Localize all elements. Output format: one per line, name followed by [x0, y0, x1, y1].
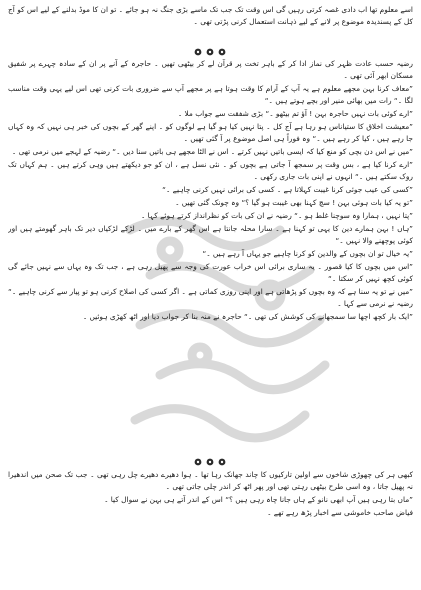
paragraph: اسے معلوم تھا اب دادی غصہ کرتی رہیں گی اس وقت تک جب تک ماسے بڑی جنگ نہ ہو جائے ۔ تو ان کا موڈ بدلنے کے لیے اس کو آج کل کے پسندیدہ موضوع پر لانے کے لیے ذہانت استعمال کرنی پڑتی تھی ۔ [8, 5, 413, 26]
section-divider [170, 47, 250, 57]
paragraph: ”معاف کرنا بہن مجھے معلوم ہے یہ آپ کے آرام کا وقت ہوتا ہے پر مجھے آپ سے ضروری بات کرنی تھی اس لیے یہی وقت مناسب لگا ۔“ رات میں بھائی منیر اور بچے ہوتے ہیں ۔“ [8, 84, 413, 105]
paragraph: ”ماں بتا رہی ہیں آپ ابھی نانو کے ہاں جانا چاہ رہی ہیں ؟“ اس کے اندر آتے ہی بہن نے سوال کیا ۔ [104, 495, 413, 504]
paragraph: ”ارے کرنا کیا ہے ، بس وقت پر سمجھ آ جاتی ہے بچوں کو ۔ نئی نسل ہے ، ان کو جو دیکھتے ہیں وہی کرتے ہیں ۔ ہم کہاں تک روک سکتے ہیں ۔“ انہوں نے اپنی بات جاری رکھی ۔ [8, 160, 413, 181]
paragraph: ”میں نے تو یہ سنا ہے کہ وہ بچوں کو پڑھاتی ہے اور اپنی روزی کماتی ہے ۔ اگر کسی کی اصلاح کرنی ہو تو پیار سے کرنی چاہیے ۔“ رضیہ نے نرمی سے کہا ۔ [8, 287, 413, 308]
paragraph: ”میں نے اس دن بچی کو منع کیا کہ ایسی باتیں نہیں کرتے ۔ اس نے الٹا مجھے ہی باتیں سنا دیں ۔“ رضیہ کے لہجے میں نرمی تھی ۔ [11, 147, 413, 156]
paragraph: ”یہ خیال تو ان بچوں کے والدین کو کرنا چاہیے جو یہاں آ رہے ہیں ۔“ [202, 249, 413, 258]
text-section-middle [8, 58, 413, 443]
text-section-top [8, 4, 413, 48]
paragraph: ”کسی کی عیب جوئی کرنا غیبت کہلاتا ہے ۔ کسی کی برائی نہیں کرنی چاہیے ۔“ [162, 185, 413, 194]
floral-ornament-icon [170, 457, 250, 467]
paragraph: ”معیشت اخلاق کا ستیاناس ہو رہا ہے آج کل ۔ پتا نہیں کیا ہو گیا ہے لوگوں کو ۔ اپنے گھر کے بچوں کی خبر ہی نہیں کہ وہ کہاں جا رہے ہیں ، کیا کر رہے ہیں ۔“ وہ فوراً ہی اصل موضوع پر آ گئی تھیں ۔ [8, 122, 413, 143]
paragraph: ”ہاں ! بہن ہمارے دین کا یہی تو کہنا ہے ۔ سارا محلہ جانتا ہے اس گھر کے بارے میں ۔ لڑکے لڑکیاں دیر تک باہر گھومتے ہیں اور کوئی پوچھنے والا نہیں ۔“ [8, 224, 413, 245]
paragraph: رضیہ حسب عادت ظہر کی نماز ادا کر کے باہر تخت پر قرآن لے کر بیٹھی تھیں ۔ حاجرہ کے آنے پر ان کے سادہ چہرے پر شفیق مسکان ابھر آئی تھی ۔ [8, 59, 413, 80]
paragraph: ”تو یہ کیا بات ہوئی بہن ! سچ کہنا بھی غیبت ہو گیا ؟“ وہ چونک گئی تھیں ۔ [175, 198, 413, 207]
paragraph: ”ارے کوئی بات نہیں حاجرہ بہن ! آؤ تم بیٹھو ۔“ بڑی شفقت سے جواب ملا ۔ [177, 109, 413, 118]
text-section-bottom [8, 469, 413, 587]
paragraph: کبھی ہر کی چھوڑی شاخوں سے اولین تارکیوں کا چاند جھانک رہا تھا ۔ ہوا دھیرے دھیرے چل رہی تھی ۔ جب تک صحن میں اندھیرا نہ پھیل جاتا ، وہ اسی طرح بیٹھی رہتی تھی اور پھر اٹھ کر اندر چلی جاتی تھی ۔ [8, 470, 413, 491]
paragraph: ”پتا نہیں ، ہمارا وہ سوچنا غلط ہو ۔“ رضیہ نے ان کی بات کو نظرانداز کرتے ہوئے کہا ۔ [140, 211, 413, 220]
paragraph: ”اس میں بچوں کا کیا قصور ۔ یہ ساری برائی اس خراب عورت کی وجہ سے پھیل رہی ہے ، جب تک وہ یہاں سے نہیں جائے گی کوئی کچھ نہیں کر سکتا ۔“ [8, 262, 413, 283]
floral-ornament-icon [170, 47, 250, 57]
paragraph: ”ایک بار کچھ اچھا سا سمجھانے کی کوشش کی تھی ۔“ حاجرہ نے منہ بنا کر جواب دیا اور اٹھ کھڑی ہوئیں ۔ [82, 312, 413, 321]
paragraph: فیاض صاحب خاموشی سے اخبار پڑھ رہے تھے ۔ [267, 508, 413, 517]
section-divider [170, 457, 250, 467]
